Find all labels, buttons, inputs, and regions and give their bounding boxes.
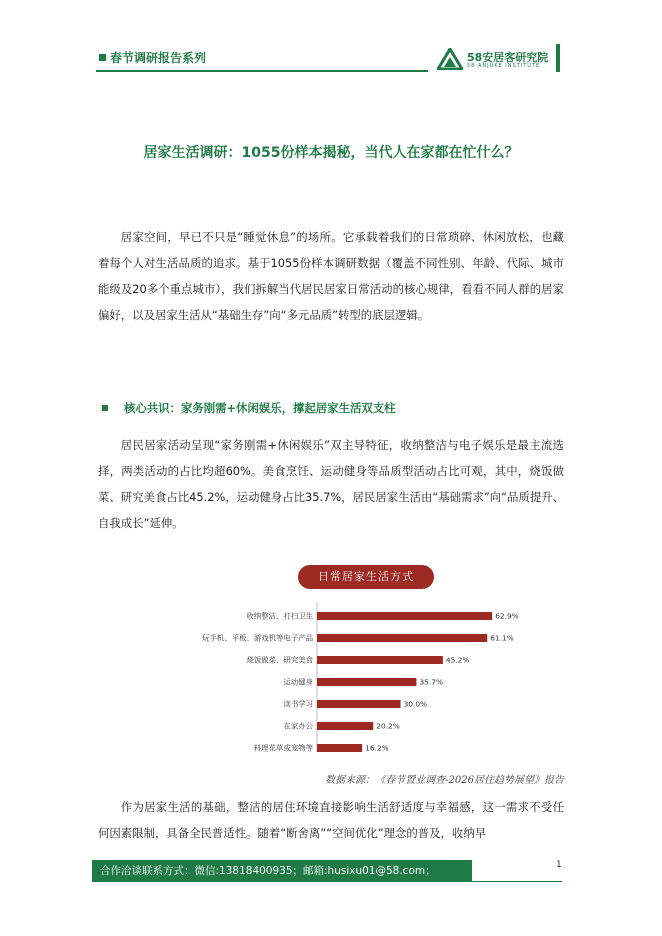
- category-label: 读书学习: [283, 699, 313, 709]
- category-label: 收纳整洁、打扫卫生: [246, 611, 313, 621]
- logo-text-en: 58·ANJUKE INSTITUTE: [467, 63, 541, 69]
- category-label: 料理花草或宠物等: [253, 743, 313, 753]
- after-chart-paragraph: 作为居家生活的基础，整洁的居住环境直接影响生活舒适度与幸福感，这一需求不受任何因素限制，具备全民普适性。随着“断舍离”“空间优化”理念的普及，收纳早: [98, 800, 564, 840]
- bar: [317, 656, 443, 664]
- bar: [317, 700, 401, 708]
- value-label: 45.2%: [445, 655, 470, 665]
- bar-chart: [150, 600, 520, 760]
- header-accent-bar: [556, 44, 560, 72]
- page-number: 1: [556, 860, 562, 870]
- bar: [317, 744, 362, 752]
- value-label: 61.1%: [490, 633, 514, 643]
- house-logo-icon: [437, 48, 463, 70]
- category-label: 烧饭做菜、研究美食: [246, 655, 313, 665]
- value-label: 35.7%: [419, 677, 443, 687]
- value-label: 16.2%: [365, 743, 389, 753]
- section-bullet-icon: [102, 405, 108, 411]
- header-square-icon: [99, 54, 106, 61]
- page-title: 居家生活调研：1055份样本揭秘，当代人在家都在忙什么？: [143, 145, 519, 161]
- category-label: 玩手机、平板、游戏机等电子产品: [202, 633, 313, 643]
- section-title: 核心共识：家务刚需+休闲娱乐，撑起居家生活双支柱: [124, 401, 396, 415]
- data-source: 数据来源：《春节置业调查-2026居住趋势展望》报告: [325, 775, 564, 786]
- header-divider: [96, 70, 428, 72]
- bar: [317, 612, 492, 620]
- logo: [437, 46, 552, 72]
- value-label: 62.9%: [495, 611, 519, 621]
- logo-text-cn: 58安居客研究院: [467, 51, 549, 64]
- category-label: 在家办公: [283, 721, 313, 731]
- chart-title: 日常居家生活方式: [298, 565, 434, 589]
- value-label: 30.0%: [403, 699, 428, 709]
- intro-paragraph: 居家空间，早已不只是“睡觉休息”的场所。它承载着我们的日常琐碎、休闲放松，也藏着每个人对生活品质的追求。基于1055份样本调研数据（覆盖不同性别、年龄、代际、城市能级及20多个重点城市），我们拆解当代居民居家日常活动的核心规律，看看不同人群的居家偏好，以及居家生活从“基础生存”向“多元品质”转型的底层逻辑。: [98, 230, 564, 322]
- footer-divider: [92, 881, 562, 882]
- section-paragraph: 居民居家活动呈现“家务刚需+休闲娱乐”双主导特征，收纳整洁与电子娱乐是最主流选择，两类活动的占比均超60%。美食烹饪、运动健身等品质型活动占比可观，其中，烧饭做菜、研究美食占比45.2%，运动健身占比35.7%，居民居家生活由“基础需求”向“品质提升、自我成长”延伸。: [98, 438, 564, 530]
- bar: [317, 722, 373, 730]
- series-title: 春节调研报告系列: [110, 51, 207, 65]
- bar: [317, 678, 416, 686]
- bar: [317, 634, 487, 642]
- value-label: 20.2%: [376, 721, 400, 731]
- category-label: 运动健身: [283, 677, 313, 687]
- footer-contact: 合作洽谈联系方式：微信:13818400935；邮箱:husixu01@58.com；: [100, 865, 436, 877]
